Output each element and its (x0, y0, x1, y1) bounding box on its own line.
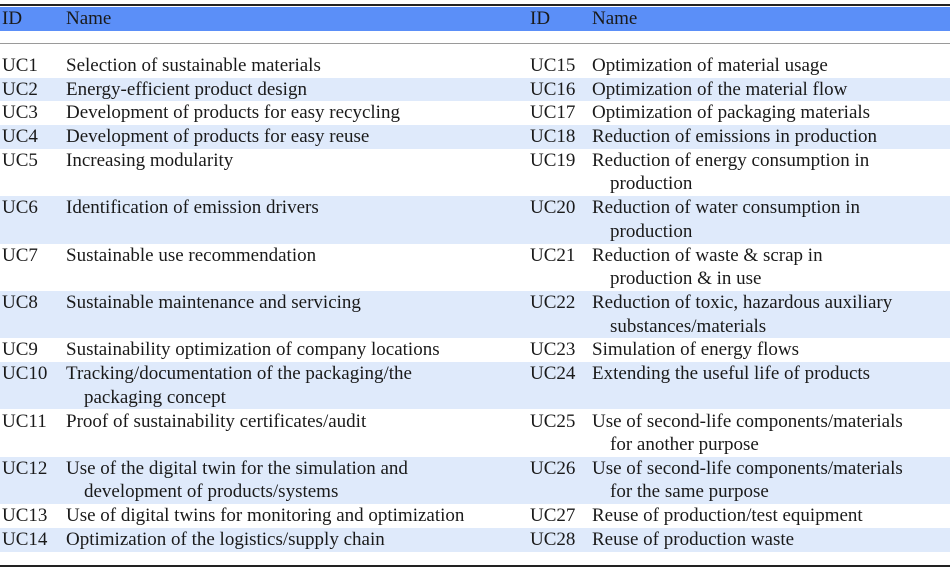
table-row (0, 196, 950, 243)
table-row (0, 149, 950, 196)
use-case-name-line: for the same purpose (610, 481, 769, 503)
use-case-name-line: production (610, 173, 693, 195)
use-case-name-line: substances/materials (610, 315, 767, 337)
use-case-name (592, 410, 903, 457)
use-case-name-line: Reduction of energy consumption in (592, 149, 870, 171)
use-case-id: UC24 (530, 363, 576, 385)
use-case-name (66, 54, 321, 78)
use-case-id: UC25 (530, 410, 576, 432)
table-row (0, 244, 950, 291)
use-case-name-line: Selection of sustainable materials (66, 55, 321, 76)
use-case-name (66, 528, 385, 552)
use-case-name (592, 504, 863, 528)
use-case-id: UC9 (2, 339, 38, 361)
use-case-name-line: Energy-efficient product design (66, 78, 307, 100)
use-case-name-line: Simulation of energy flows (592, 339, 800, 361)
use-case-name-line: Optimization of packaging materials (592, 102, 871, 124)
use-case-name (66, 101, 400, 125)
table-header-rule (0, 43, 950, 44)
use-case-id: UC28 (530, 529, 576, 550)
table-row (0, 78, 950, 102)
use-case-name-line: for another purpose (610, 434, 759, 455)
use-case-id: UC8 (2, 292, 38, 313)
use-case-name (592, 291, 892, 338)
use-case-id: UC19 (530, 149, 576, 171)
use-case-name (592, 125, 877, 149)
use-case-name-line: production (610, 220, 693, 242)
use-case-id: UC14 (2, 529, 48, 550)
use-case-id: UC2 (2, 78, 38, 100)
use-case-name-line: Sustainable maintenance and servicing (66, 292, 361, 313)
use-case-name (66, 504, 464, 528)
use-case-id: UC15 (530, 55, 576, 76)
use-case-name-line: Reduction of waste & scrap in (592, 244, 823, 266)
use-case-name-line: Optimization of the material flow (592, 78, 848, 100)
use-case-name-line: Optimization of material usage (592, 55, 828, 76)
use-case-id: UC11 (2, 410, 47, 432)
header-id-left: ID (2, 8, 23, 29)
use-case-name (66, 410, 366, 434)
use-case-name (66, 338, 440, 362)
use-case-name-line: Use of digital twins for monitoring and optimization (66, 505, 465, 527)
use-case-id: UC1 (2, 55, 38, 76)
table-top-rule (0, 4, 950, 6)
use-case-name-line: Increasing modularity (66, 149, 234, 171)
table-row (0, 528, 950, 552)
use-case-id: UC6 (2, 197, 38, 219)
use-case-name (592, 457, 903, 504)
table-row (0, 101, 950, 125)
use-case-name-line: production & in use (610, 268, 762, 290)
use-case-name-line: Identification of emission drivers (66, 197, 319, 219)
use-case-name (592, 54, 828, 78)
use-case-name (66, 125, 369, 149)
table-row (0, 410, 950, 457)
table-header (0, 7, 950, 31)
use-case-name-line: Proof of sustainability certificates/audit (66, 410, 367, 432)
use-case-id: UC7 (2, 244, 38, 266)
use-case-name (592, 244, 823, 291)
use-case-name-line: Sustainable use recommendation (66, 244, 317, 266)
use-case-id: UC16 (530, 78, 576, 100)
use-case-id: UC4 (2, 126, 38, 148)
use-case-name-line: Use of the digital twin for the simulation and (66, 457, 408, 479)
use-case-name (592, 338, 799, 362)
use-case-name-line: Extending the useful life of products (592, 363, 871, 385)
use-case-id: UC27 (530, 505, 576, 527)
table-row (0, 362, 950, 409)
use-case-id: UC22 (530, 292, 576, 313)
table-row (0, 338, 950, 362)
use-case-name-line: development of products/systems (84, 481, 339, 503)
use-case-name (592, 528, 794, 552)
use-case-name-line: Reduction of water consumption in (592, 197, 861, 219)
header-name-left: Name (66, 8, 112, 29)
table-row (0, 504, 950, 528)
use-case-id: UC23 (530, 339, 576, 361)
use-case-id: UC5 (2, 149, 38, 171)
table-bottom-rule (0, 565, 950, 567)
use-case-name-line: Use of second-life components/materials (592, 457, 903, 479)
header-name-right: Name (592, 8, 638, 29)
use-case-name (66, 196, 319, 220)
use-case-id: UC26 (530, 457, 576, 479)
use-case-name (592, 196, 860, 243)
use-case-id: UC13 (2, 505, 48, 527)
use-case-id: UC10 (2, 363, 48, 385)
use-case-name-line: Reduction of toxic, hazardous auxiliary (592, 292, 893, 313)
use-case-name-line: packaging concept (84, 386, 226, 408)
use-case-name (592, 101, 870, 125)
use-case-name-line: Use of second-life components/materials (592, 410, 903, 432)
use-case-id: UC20 (530, 197, 576, 219)
table-row (0, 291, 950, 338)
use-case-name (592, 362, 870, 386)
use-case-name-line: Sustainability optimization of company locations (66, 339, 440, 361)
use-case-id: UC17 (530, 102, 576, 124)
use-case-name (66, 244, 316, 268)
use-case-name (66, 291, 361, 315)
use-case-name-line: Development of products for easy recycling (66, 102, 400, 124)
use-case-name-line: Reuse of production waste (592, 529, 795, 550)
use-case-id: UC3 (2, 102, 38, 124)
use-case-id: UC18 (530, 126, 576, 148)
use-case-name-line: Tracking/documentation of the packaging/the (66, 363, 412, 385)
use-case-name (592, 78, 847, 102)
use-case-id: UC12 (2, 457, 48, 479)
table-row (0, 125, 950, 149)
header-id-right: ID (530, 8, 551, 29)
table-row (0, 54, 950, 78)
use-case-name (66, 362, 412, 409)
table-row (0, 457, 950, 504)
use-case-name-line: Reduction of emissions in production (592, 126, 877, 148)
use-case-name (66, 457, 408, 504)
use-case-name-line: Development of products for easy reuse (66, 126, 370, 148)
use-case-name (66, 78, 307, 102)
use-case-name (66, 149, 233, 173)
use-case-name-line: Optimization of the logistics/supply chain (66, 529, 385, 550)
use-case-name (592, 149, 869, 196)
use-case-id: UC21 (530, 244, 576, 266)
use-case-name-line: Reuse of production/test equipment (592, 505, 863, 527)
